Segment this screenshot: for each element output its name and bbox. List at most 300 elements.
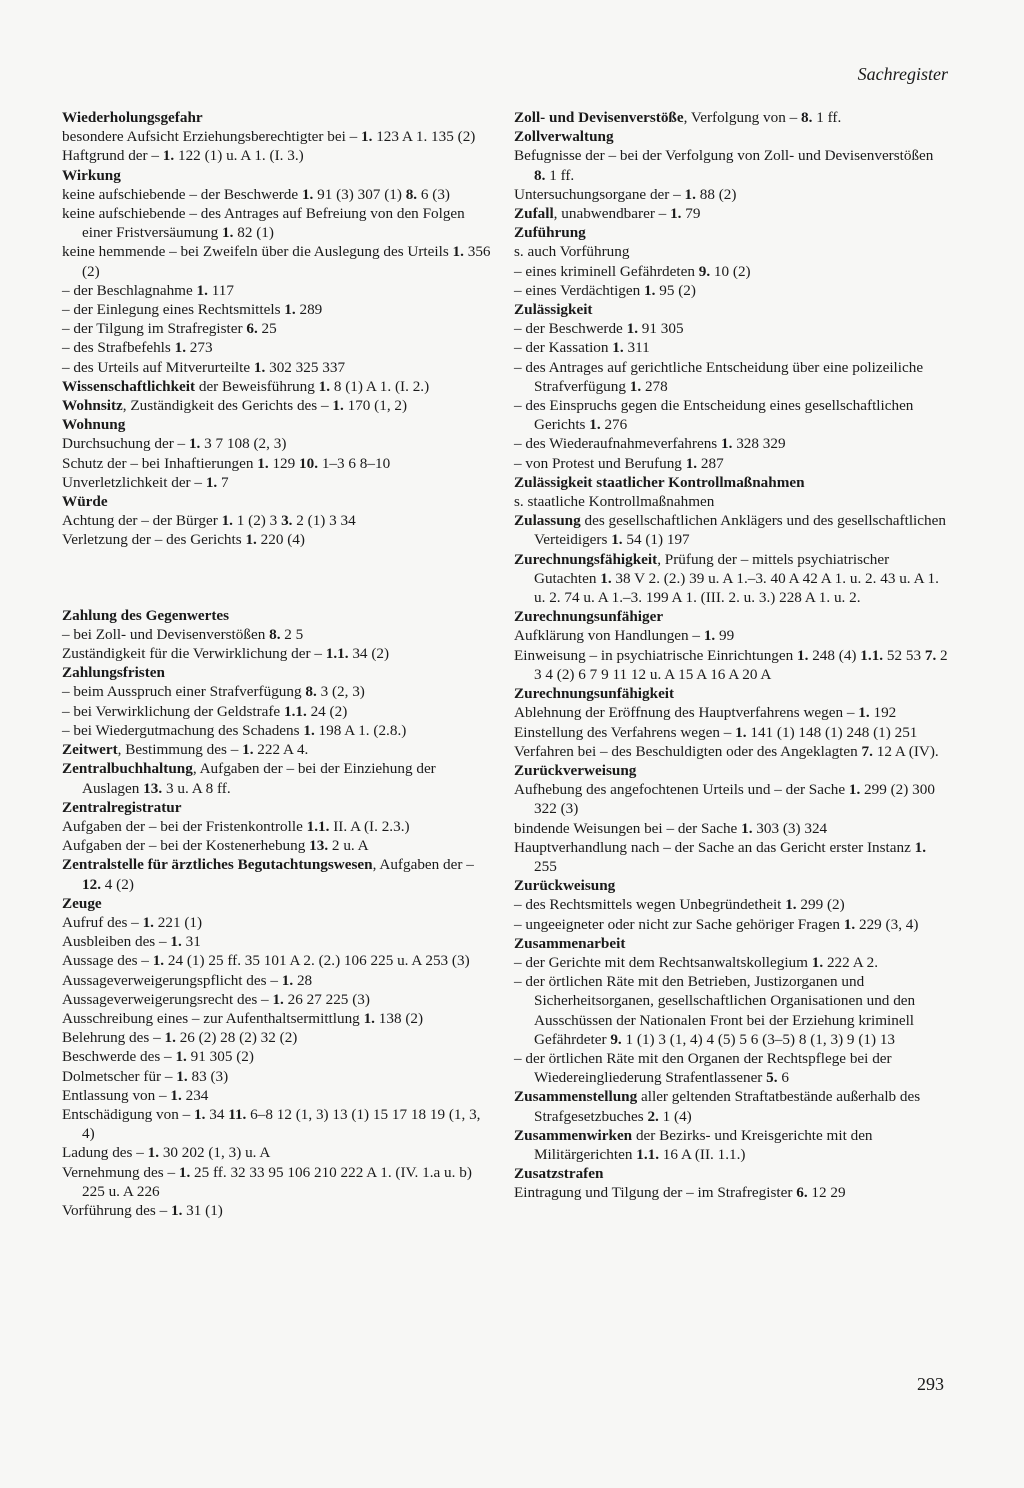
entry-bold-text: 1. [170, 339, 186, 357]
entry-text: 12 29 [807, 1184, 846, 1202]
index-entry [62, 1163, 494, 1201]
index-entry [514, 242, 948, 261]
entry-text: 83 (3) [187, 1067, 229, 1085]
entry-text: – des Strafbefehls [62, 339, 171, 357]
entry-text: des gesellschaftlichen Anklägers und des gesellschaftlichen Verteidigers [534, 512, 946, 549]
entry-bold-text: 1. [238, 741, 254, 759]
index-entry [514, 262, 948, 281]
entry-text: 248 (4) [808, 646, 857, 664]
entry-bold-text: 1. [854, 704, 870, 722]
entry-text: – bei Zoll- und Devisenverstößen [62, 625, 266, 643]
index-entry [514, 953, 948, 972]
entry-bold-text: 1. [175, 1163, 191, 1181]
entry-text: Unverletzlichkeit der – [62, 473, 203, 491]
entry-text: 234 [181, 1086, 209, 1104]
index-entry [62, 146, 494, 165]
entry-bold-text: 8. [301, 683, 317, 701]
entry-bold-text: 1. [268, 990, 284, 1008]
entry-bold-text: 1. [217, 512, 233, 530]
entry-text: 287 [697, 454, 724, 472]
entry-text: 273 [186, 339, 213, 357]
entry-bold-text: 1. [166, 1086, 182, 1104]
entry-text: – des Urteils auf Mitverurteilte [62, 358, 251, 376]
entry-text: – eines Verdächtigen [514, 281, 641, 299]
entry-bold-text: 1.1. [632, 1145, 659, 1163]
index-entry [514, 742, 948, 761]
entry-text: Hauptverhandlung nach – der Sache an das Gericht erster Instanz [514, 838, 911, 856]
entry-text: 276 [600, 416, 628, 434]
index-entry [62, 932, 494, 951]
entry-text: 34 (2) [348, 645, 390, 663]
entry-text: Verletzung der – des Gerichts [62, 531, 242, 549]
entry-text: 122 (1) u. A 1. (I. 3.) [174, 147, 304, 165]
index-entry [62, 971, 494, 990]
entry-text: Beschwerde des – [62, 1048, 172, 1066]
entry-bold-text: 1. [314, 377, 331, 395]
index-entry [514, 895, 948, 914]
entry-text: 138 (2) [374, 1009, 424, 1027]
index-entry [514, 703, 948, 722]
index-entry [62, 913, 494, 932]
entry-bold-text: 1. [171, 1048, 187, 1066]
entry-text: Einstellung des Verfahrens wegen – [514, 723, 732, 741]
index-entry [62, 358, 494, 377]
entry-text: 54 (1) 197 [622, 531, 690, 549]
entry-text: 2 (1) 3 34 [292, 512, 356, 530]
entry-text: , Bestimmung des – [117, 741, 239, 759]
entry-text: Ausbleiben des – [62, 933, 167, 951]
entry-text: , Prüfung der – mittels psychiatrischer Gutachten [534, 550, 890, 587]
index-heading: Zulässigkeit staatlicher Kontrollmaßnahmen [514, 473, 805, 491]
entry-text: 25 [257, 320, 277, 338]
entry-text: 229 (3, 4) [855, 915, 919, 933]
entry-text: 222 A 2. [823, 953, 879, 971]
index-entry [62, 1067, 494, 1086]
entry-bold-text: 6. [242, 320, 258, 338]
entry-text: 278 [641, 377, 668, 395]
entry-bold-text: 1. [807, 953, 824, 971]
entry-text: 6–8 12 (1, 3) 13 (1) 15 17 18 19 (1, 3, 4) [82, 1105, 481, 1143]
entry-bold-text: Zentralstelle für ärztliches Begutachtungswesen [62, 856, 373, 874]
entry-bold-text: 2. [643, 1107, 659, 1125]
entry-bold-text: 1.1. [856, 646, 884, 664]
entry-bold-text: 1. [737, 819, 753, 837]
entry-text: Durchsuchung der – [62, 435, 186, 453]
entry-bold-text: 12. [82, 875, 101, 893]
entry-bold-text: 11. [224, 1105, 247, 1123]
entry-bold-text: 1. [277, 971, 294, 989]
index-heading: Zurückverweisung [514, 761, 637, 779]
entry-text: aller geltenden Straftatbestände außerhalb des Strafgesetzbuches [534, 1088, 921, 1125]
entry-text: , Aufgaben der – bei der Einziehung der Auslagen [82, 760, 436, 797]
entry-text: 2 3 4 (2) 6 7 9 11 12 u. A 15 A 16 A 20 A [534, 646, 948, 683]
entry-bold-text: Zusammenstellung [514, 1088, 638, 1106]
entry-bold-text: 1. [585, 416, 601, 434]
entry-text: Ausschreibung eines – zur Aufenthaltsermittlung [62, 1009, 360, 1027]
index-entry [62, 951, 494, 970]
entry-bold-text: 1. [192, 281, 208, 299]
entry-text: – ungeeigneter oder nicht zur Sache gehöriger Fragen [514, 915, 840, 933]
index-entry [62, 817, 494, 836]
index-entry [62, 1086, 494, 1105]
entry-bold-text: 1. [298, 185, 314, 203]
entry-text: 38 V 2. (2.) 39 u. A 1.–3. 40 A 42 A 1. u. 2. 43 u. A 1. u. 2. 74 u. A 1.–3. 199 A 1. (III. 2. u. 3.) 228 A 1. u. 2. [534, 569, 939, 607]
entry-text: 356 (2) [82, 243, 491, 280]
index-entry [62, 511, 494, 530]
index-column-right [514, 108, 948, 1203]
entry-bold-text: 1. [448, 243, 464, 261]
index-entry [62, 281, 494, 300]
entry-text: 6 [777, 1069, 789, 1087]
index-entry [62, 1105, 494, 1143]
entry-text: – der Gerichte mit dem Rechtsanwaltskollegium [514, 953, 808, 971]
entry-text: 99 [715, 627, 735, 645]
entry-bold-text: 1. [781, 896, 797, 914]
entry-text: Schutz der – bei Inhaftierungen [62, 454, 254, 472]
entry-text: 303 (3) 324 [752, 819, 828, 837]
entry-text: 1 (1) 3 (1, 4) 4 (5) 5 6 (3–5) 8 (1, 3) 9 (1) 13 [621, 1030, 896, 1048]
index-entry [514, 338, 948, 357]
entry-text: 12 A (IV). [872, 742, 939, 760]
entry-bold-text: Zeitwert [62, 741, 118, 759]
entry-bold-text: 7. [921, 646, 937, 664]
index-entry [62, 319, 494, 338]
page-header: Sachregister [857, 64, 948, 84]
entry-text: Belehrung des – [62, 1029, 161, 1047]
index-entry [62, 990, 494, 1009]
entry-bold-text: 1. [190, 1105, 206, 1123]
index-heading: Zurechnungsunfähigkeit [514, 685, 675, 703]
entry-text: 31 [181, 933, 201, 951]
entry-text: Aufhebung des angefochtenen Urteils und – der Sache [514, 781, 846, 799]
index-entry [62, 434, 494, 453]
index-heading: Würde [62, 493, 108, 511]
entry-text: 2 u. A [328, 837, 369, 855]
entry-bold-text: 1. [166, 933, 182, 951]
entry-text: 34 [205, 1105, 225, 1123]
entry-bold-text: Zusammenwirken [514, 1126, 633, 1144]
entry-bold-text: 1. [241, 531, 257, 549]
entry-text: Aussageverweigerungsrecht des – [62, 990, 269, 1008]
index-heading: Zollverwaltung [514, 128, 614, 146]
entry-text: – des Wiederaufnahmeverfahrens [514, 435, 718, 453]
entry-bold-text: Zulassung [514, 512, 581, 530]
entry-bold-text: 1. [910, 838, 927, 856]
entry-bold-text: 1. [640, 281, 656, 299]
entry-bold-text: 1. [731, 723, 747, 741]
entry-text: – der örtlichen Räte mit den Organen der Rechtspflege bei der Wiedereingliederung Strafentlassener [514, 1049, 892, 1087]
index-entry [514, 1049, 948, 1087]
index-entry [62, 682, 494, 701]
index-entry [514, 454, 948, 473]
entry-bold-text: 6. [792, 1184, 808, 1202]
entry-text: 299 (2) 300 322 (3) [534, 781, 935, 818]
entry-text: 2 5 [280, 625, 304, 643]
entry-text: , Aufgaben der – [372, 856, 474, 874]
entry-bold-text: 1. [845, 781, 861, 799]
index-entry [514, 146, 948, 184]
index-entry [62, 1028, 494, 1047]
index-entry [514, 915, 948, 934]
entry-text: – bei Wiedergutmachung des Schadens [62, 721, 300, 739]
entry-bold-text: 8. [265, 625, 281, 643]
entry-text: 6 (3) [417, 185, 450, 203]
index-entry [62, 644, 494, 663]
entry-bold-text: 1.1. [302, 817, 330, 835]
entry-text: II. A (I. 2.3.) [329, 817, 410, 835]
entry-bold-text: 1. [202, 473, 218, 491]
entry-text: 91 305 [637, 320, 684, 338]
entry-bold-text: 8. [401, 185, 418, 203]
entry-text: 24 (2) [306, 702, 348, 720]
index-entry [514, 626, 948, 645]
entry-text: 3 7 108 (2, 3) [200, 435, 287, 453]
entry-bold-text: 1. [681, 454, 698, 472]
entry-text: Ladung des – [62, 1144, 144, 1162]
index-entry [62, 759, 494, 797]
entry-text: besondere Aufsicht Erziehungsberechtigter bei – [62, 128, 358, 146]
entry-text: 117 [207, 281, 234, 299]
index-heading: Zulässigkeit [514, 301, 593, 319]
entry-text: – der örtlichen Räte mit den Betrieben, Justizorganen und Sicherheitsorganen, gesellschaftlichen Organisationen und den Ausschüssen der Nationalen Front bei der Erziehung kriminell Gefährdeter [514, 973, 916, 1048]
entry-text: keine hemmende – bei Zweifeln über die Auslegung des Urteils [62, 243, 449, 261]
entry-bold-text: 1. [607, 531, 623, 549]
entry-text: 129 [268, 454, 296, 472]
index-entry [62, 855, 494, 893]
entry-text: 30 202 (1, 3) u. A [159, 1144, 271, 1162]
entry-bold-text: 1. [625, 377, 642, 395]
entry-bold-text: 8. [797, 109, 813, 126]
entry-bold-text: 1. [172, 1067, 188, 1085]
entry-text: 91 305 (2) [186, 1048, 254, 1066]
entry-text: Zuständigkeit für die Verwirklichung der – [62, 645, 322, 663]
entry-text: Haftgrund der – [62, 147, 159, 165]
entry-bold-text: 1.1. [280, 702, 307, 720]
entry-text: Vernehmung des – [62, 1163, 176, 1181]
index-entry [62, 1201, 494, 1220]
index-entry [62, 721, 494, 740]
entry-bold-text: 1. [138, 913, 154, 931]
entry-bold-text: 7. [857, 742, 873, 760]
index-entry [514, 492, 948, 511]
entry-text: , Verfolgung von – [683, 109, 798, 126]
entry-text: Befugnisse der – bei der Verfolgung von Zoll- und Devisenverstößen [514, 147, 934, 165]
index-heading: Zeuge [62, 894, 102, 912]
entry-text: Aufruf des – [62, 913, 139, 931]
index-entry [62, 185, 494, 204]
entry-text: 24 (1) 25 ff. 35 101 A 2. (2.) 106 225 u. A 253 (3) [164, 952, 470, 970]
entry-bold-text: Zoll- und Devisenverstöße [514, 109, 684, 126]
index-entry [62, 204, 494, 242]
entry-text: 82 (1) [233, 224, 274, 242]
index-entry [62, 1009, 494, 1028]
entry-bold-text: 13. [305, 837, 329, 855]
entry-bold-text: Zurechnungsfähigkeit [514, 550, 658, 568]
entry-text: 1–3 6 8–10 [318, 454, 391, 472]
index-entry [514, 434, 948, 453]
index-heading: Zahlungsfristen [62, 664, 165, 682]
entry-bold-text: 1. [218, 224, 234, 242]
entry-bold-text: 1. [328, 397, 344, 415]
entry-text: 25 ff. 32 33 95 106 210 222 A 1. (IV. 1.a u. b) 225 u. A 226 [82, 1163, 472, 1200]
entry-text: 221 (1) [153, 913, 203, 931]
entry-text: 1 (4) [658, 1107, 692, 1125]
entry-bold-text: 1. [700, 627, 716, 645]
entry-bold-text: 1. [357, 128, 373, 146]
index-entry [62, 530, 494, 549]
entry-text: – bei Verwirklichung der Geldstrafe [62, 702, 281, 720]
entry-text: 79 [681, 205, 701, 223]
entry-bold-text: 1. [608, 339, 624, 357]
entry-text: 141 (1) 148 (1) 248 (1) 251 [746, 723, 918, 741]
entry-text: Achtung der – der Bürger [62, 512, 218, 530]
index-heading: Zahlung des Gegenwertes [62, 606, 230, 624]
entry-bold-text: 1. [159, 147, 175, 165]
entry-text: der Beweisführung [195, 377, 315, 395]
index-entry [514, 108, 948, 127]
index-entry [514, 281, 948, 300]
entry-text: , Zuständigkeit des Gerichts des – [122, 397, 329, 415]
entry-text: Dolmetscher für – [62, 1067, 173, 1085]
index-entry [514, 819, 948, 838]
entry-text: 3 u. A 8 ff. [162, 779, 231, 797]
entry-bold-text: 1. [253, 454, 269, 472]
index-entry [514, 1183, 948, 1202]
entry-bold-text: 1. [622, 320, 638, 338]
index-entry [62, 396, 494, 415]
index-entry [62, 242, 494, 280]
entry-text: 52 53 [883, 646, 922, 664]
entry-text: 311 [623, 339, 650, 357]
entry-text: s. auch Vorführung [514, 243, 630, 261]
entry-bold-text: 1. [839, 915, 856, 933]
entry-text: – des Einspruchs gegen die Entscheidung eines gesellschaftlichen Gerichts [514, 397, 914, 434]
index-entry [514, 185, 948, 204]
entry-bold-text: 1. [148, 952, 165, 970]
entry-text: – des Rechtsmittels wegen Unbegründetheit [514, 896, 782, 914]
index-entry [62, 127, 494, 146]
entry-text: 255 [534, 857, 557, 875]
entry-text: – der Tilgung im Strafregister [62, 320, 243, 338]
entry-text: keine aufschiebende – der Beschwerde [62, 185, 299, 203]
index-entry [62, 473, 494, 492]
entry-bold-text: 10. [295, 454, 319, 472]
index-entry [62, 836, 494, 855]
entry-text: 26 27 225 (3) [283, 990, 370, 1008]
entry-text: Eintragung und Tilgung der – im Strafregister [514, 1184, 793, 1202]
entry-text: 123 A 1. 135 (2) [372, 128, 476, 146]
entry-text: Aussage des – [62, 952, 149, 970]
entry-text: 192 [869, 704, 897, 722]
entry-text: – des Antrages auf gerichtliche Entscheidung über eine polizeiliche Strafverfügung [514, 358, 924, 395]
entry-bold-text: 1. [717, 435, 733, 453]
index-entry [514, 1126, 948, 1164]
entry-text: Aufgaben der – bei der Fristenkontrolle [62, 817, 303, 835]
entry-text: Verfahren bei – des Beschuldigten oder des Angeklagten [514, 742, 858, 760]
entry-bold-text: 1. [666, 205, 682, 223]
entry-bold-text: 1. [596, 569, 612, 587]
entry-text: 328 329 [732, 435, 786, 453]
index-column-left [62, 108, 494, 1220]
entry-bold-text: 1. [160, 1029, 176, 1047]
entry-text: 299 (2) [796, 896, 845, 914]
entry-text: – der Kassation [514, 339, 609, 357]
index-entry [514, 550, 948, 608]
entry-text: 3 (2, 3) [316, 683, 365, 701]
index-entry [62, 1047, 494, 1066]
index-entry [514, 838, 948, 876]
entry-text: s. staatliche Kontrollmaßnahmen [514, 493, 715, 511]
entry-text: Aufgaben der – bei der Kostenerhebung [62, 837, 306, 855]
entry-bold-text: Zentralbuchhaltung [62, 760, 193, 778]
entry-bold-text: 1. [167, 1201, 183, 1219]
entry-bold-text: 13. [139, 779, 163, 797]
entry-bold-text: Wissenschaftlichkeit [62, 377, 196, 395]
index-entry [62, 702, 494, 721]
entry-text: 220 (4) [256, 531, 305, 549]
entry-text: , unabwendbarer – [553, 205, 667, 223]
entry-text: 88 (2) [695, 185, 737, 203]
page-number: 293 [917, 1374, 944, 1394]
index-heading: Zusatzstrafen [514, 1165, 604, 1183]
entry-bold-text: 5. [762, 1069, 778, 1087]
entry-text: Entschädigung von – [62, 1105, 191, 1123]
entry-text: 8 (1) A 1. (I. 2.) [330, 377, 430, 395]
entry-text: Untersuchungsorgane der – [514, 185, 681, 203]
index-heading: Zusammenarbeit [514, 934, 626, 952]
entry-text: 95 (2) [655, 281, 696, 299]
entry-text: 7 [217, 473, 229, 491]
index-entry [514, 358, 948, 396]
index-entry [62, 625, 494, 644]
entry-bold-text: Wohnsitz [62, 397, 123, 415]
entry-bold-text: 1. [680, 185, 696, 203]
entry-text: 302 325 337 [265, 358, 346, 376]
entry-text: Vorführung des – [62, 1201, 168, 1219]
entry-text: keine aufschiebende – des Antrages auf Befreiung von den Folgen einer Fristversäumung [62, 205, 465, 242]
index-entry [62, 454, 494, 473]
entry-text: – der Beschwerde [514, 320, 623, 338]
index-entry [62, 377, 494, 396]
entry-bold-text: 1. [143, 1144, 160, 1162]
index-entry [514, 646, 948, 684]
index-entry [62, 338, 494, 357]
entry-text: 91 (3) 307 (1) [313, 185, 402, 203]
entry-bold-text: 1. [250, 358, 266, 376]
index-entry [62, 300, 494, 319]
entry-text: 198 A 1. (2.8.) [314, 721, 407, 739]
entry-bold-text: 1.1. [321, 645, 349, 663]
entry-bold-text: 9. [606, 1030, 622, 1048]
index-heading: Zurechnungsunfähiger [514, 608, 664, 626]
entry-bold-text: 1. [185, 435, 201, 453]
entry-text: 222 A 4. [253, 741, 309, 759]
index-entry [62, 1143, 494, 1162]
index-entry [514, 511, 948, 549]
entry-text: 289 [295, 301, 323, 319]
entry-text: Aufklärung von Handlungen – [514, 627, 701, 645]
entry-text: 26 (2) 28 (2) 32 (2) [175, 1029, 298, 1047]
entry-text: bindende Weisungen bei – der Sache [514, 819, 738, 837]
index-entry [62, 740, 494, 759]
entry-text: 10 (2) [710, 262, 751, 280]
entry-bold-text: Zufall [514, 205, 554, 223]
entry-text: 31 (1) [182, 1201, 223, 1219]
entry-text: 4 (2) [100, 875, 134, 893]
entry-text: der Bezirks- und Kreisgerichte mit den Militärgerichten [534, 1126, 873, 1163]
entry-text: 1 (2) 3 [232, 512, 278, 530]
entry-bold-text: 1. [793, 646, 809, 664]
